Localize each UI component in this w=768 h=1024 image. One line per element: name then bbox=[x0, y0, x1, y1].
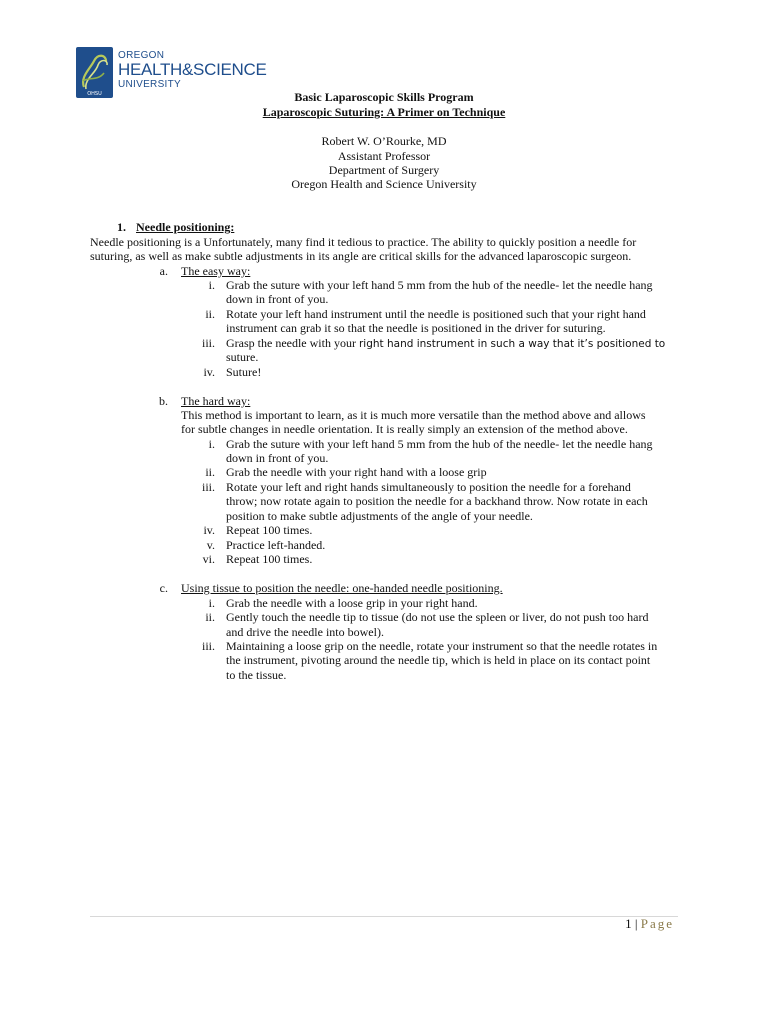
item-b-i-marker: i. bbox=[208, 437, 215, 451]
item-a-iii-line-1-part-2: right hand instrument in such a way that it’s positioned to bbox=[358, 338, 666, 350]
ohsu-wordmark bbox=[118, 50, 267, 90]
page-footer bbox=[625, 917, 674, 931]
subsection-a-marker: a. bbox=[159, 264, 168, 278]
author-institution: Oregon Health and Science University bbox=[291, 177, 477, 191]
item-b-iv-line-1: Repeat 100 times. bbox=[226, 523, 313, 537]
item-b-i-line-2: down in front of you. bbox=[226, 451, 329, 465]
item-b-vi-line-1: Repeat 100 times. bbox=[226, 552, 313, 566]
svg-text:OHSU: OHSU bbox=[87, 91, 102, 97]
subsection-c-heading: Using tissue to position the needle: one-handed needle positioning. bbox=[181, 581, 503, 595]
item-c-iii-line-3: to the tissue. bbox=[226, 668, 287, 682]
item-b-vi-marker: vi. bbox=[202, 552, 215, 566]
item-b-iii-marker: iii. bbox=[201, 480, 215, 494]
logo-line-health-science: HEALTH&SCIENCE bbox=[118, 60, 267, 79]
page-label: Page bbox=[640, 916, 674, 931]
author-name: Robert W. O’Rourke, MD bbox=[321, 134, 447, 148]
item-a-ii-marker: ii. bbox=[205, 307, 215, 321]
item-b-iv-marker: iv. bbox=[203, 523, 215, 537]
item-c-iii-marker: iii. bbox=[201, 639, 215, 653]
item-b-ii-line-1: Grab the needle with your right hand with a loose grip bbox=[226, 465, 487, 479]
item-a-i-line-1: Grab the suture with your left hand 5 mm from the hub of the needle- let the needle hang bbox=[226, 278, 653, 292]
item-c-iii-line-1: Maintaining a loose grip on the needle, rotate your instrument so that the needle rotates in bbox=[226, 639, 658, 653]
item-a-iii-line-1-part-1: Grasp the needle with your bbox=[226, 336, 359, 350]
footer-divider bbox=[90, 916, 678, 917]
item-a-ii-line-2: instrument can grab it so that the needle is positioned in the driver for suturing. bbox=[226, 321, 606, 335]
item-b-i-line-1: Grab the suture with your left hand 5 mm from the hub of the needle- let the needle hang bbox=[226, 437, 653, 451]
subsection-b-heading: The hard way: bbox=[181, 394, 251, 408]
item-b-iii-line-3: position to make subtle adjustments of the angle of your needle. bbox=[226, 509, 533, 523]
item-a-iii-line-1 bbox=[226, 336, 665, 351]
item-a-iii-marker: iii. bbox=[201, 336, 215, 350]
author-position: Assistant Professor bbox=[337, 149, 431, 163]
item-a-iv-marker: iv. bbox=[203, 365, 215, 379]
item-c-iii-line-2: the instrument, pivoting around the needle tip, which is held in place on its contact point bbox=[226, 653, 651, 667]
subsection-c-marker: c. bbox=[159, 581, 168, 595]
document-title: Laparoscopic Suturing: A Primer on Technique bbox=[262, 105, 506, 119]
section-heading: Needle positioning: bbox=[136, 220, 235, 234]
item-b-iii-line-2: throw; now rotate again to position the needle for a backhand throw. Now rotate in each bbox=[226, 494, 648, 508]
subsection-b-desc-line-1: This method is important to learn, as it is much more versatile than the method above and allows bbox=[181, 408, 646, 422]
section-number: 1. bbox=[117, 220, 126, 234]
item-a-i-line-2: down in front of you. bbox=[226, 292, 329, 306]
item-a-i-marker: i. bbox=[208, 278, 215, 292]
item-b-iii-line-1: Rotate your left and right hands simultaneously to position the needle for a forehand bbox=[226, 480, 631, 494]
section-intro-line-2: suturing, as well as make subtle adjustments in its angle are critical skills for the advanced laparoscopic surgeon. bbox=[90, 249, 632, 263]
item-b-v-line-1: Practice left-handed. bbox=[226, 538, 326, 552]
program-title: Basic Laparoscopic Skills Program bbox=[294, 90, 474, 104]
subsection-b-desc-line-2: for subtle changes in needle orientation. It is really simply an extension of the method above. bbox=[181, 422, 628, 436]
item-a-ii-line-1: Rotate your left hand instrument until the needle is positioned such that your right hand bbox=[226, 307, 646, 321]
page-separator: | bbox=[634, 916, 638, 931]
item-a-iii-line-2: suture. bbox=[226, 350, 259, 364]
item-b-v-marker: v. bbox=[206, 538, 215, 552]
item-c-ii-marker: ii. bbox=[205, 610, 215, 624]
item-b-ii-marker: ii. bbox=[205, 465, 215, 479]
item-c-ii-line-2: and drive the needle into bowel). bbox=[226, 625, 384, 639]
author-department: Department of Surgery bbox=[328, 163, 440, 177]
logo-line-oregon: OREGON bbox=[118, 50, 165, 61]
item-c-ii-line-1: Gently touch the needle tip to tissue (do not use the spleen or liver, do not push too hard bbox=[226, 610, 649, 624]
item-a-iv-line-1: Suture! bbox=[226, 365, 262, 379]
page-number: 1 bbox=[625, 916, 632, 931]
section-intro-line-1: Needle positioning is a Unfortunately, many find it tedious to practice. The ability to quickly position a needle for bbox=[90, 235, 637, 249]
subsection-b-marker: b. bbox=[159, 394, 168, 408]
subsection-a-heading: The easy way: bbox=[181, 264, 251, 278]
item-c-i-line-1: Grab the needle with a loose grip in your right hand. bbox=[226, 596, 478, 610]
logo-line-university: UNIVERSITY bbox=[118, 79, 182, 90]
item-c-i-marker: i. bbox=[208, 596, 215, 610]
